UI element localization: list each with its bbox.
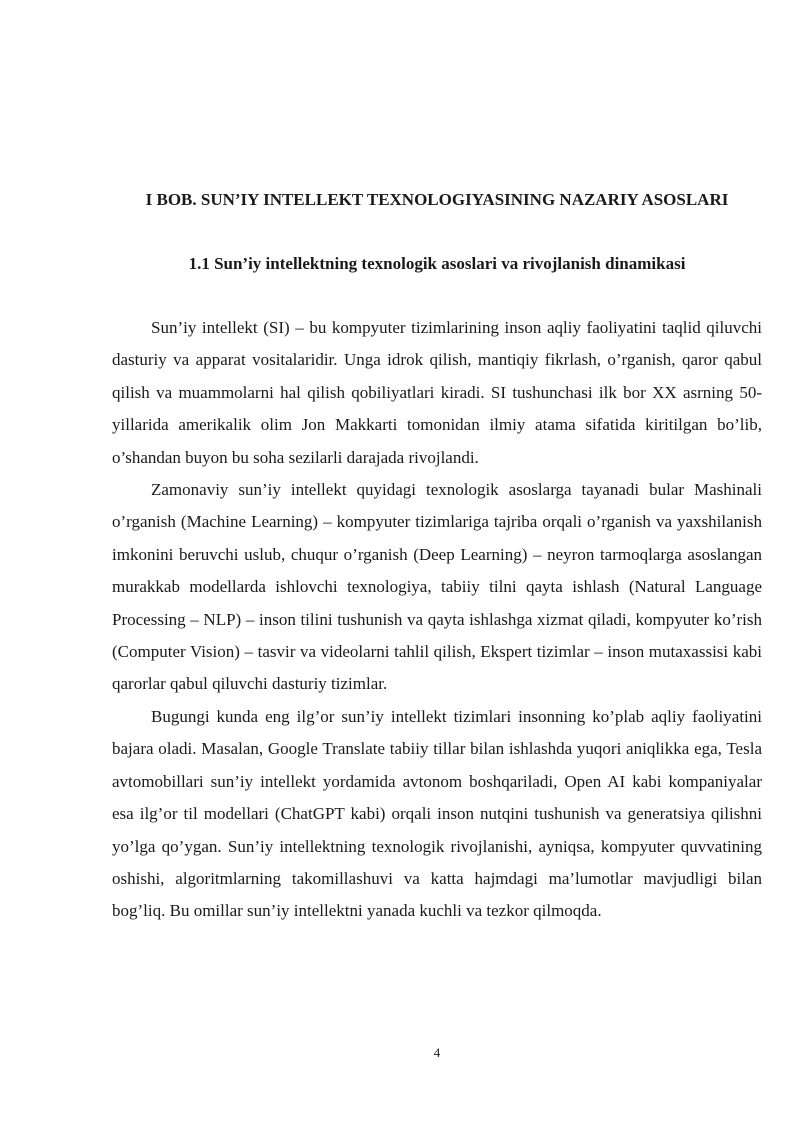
paragraph-technologies: Zamonaviy sun’iy intellekt quyidagi texnologik asoslarga tayanadi bular Mashinali o’rganish (Machine Learning) – kompyuter tizimlariga tajriba orqali o’rganish va yaxshilanish imkonini beruvchi uslub, chuqur o’rganish (Deep Learning) – neyron tarmoqlarga asoslangan murakkab modellarda ishlovchi texnologiya, tabiiy tilni qayta ishlash (Natural Language Processing – NLP) – inson tilini tushunish va qayta ishlashga xizmat qiladi, kompyuter ko’rish (Computer Vision) – tasvir va videolarni tahlil qilish, Ekspert tizimlar – inson mutaxassisi kabi qarorlar qabul qiluvchi dasturiy tizimlar. xyxy=(112,480,762,694)
section-title: 1.1 Sun’iy intellektning texnologik asoslari va rivojlanish dinamikasi xyxy=(188,254,686,273)
paragraph-definition: Sun’iy intellekt (SI) – bu kompyuter tizimlarining inson aqliy faoliyatini taqlid qiluvchi dasturiy va apparat vositalaridir. Unga idrok qilish, mantiqiy fikrlash, o’rganish, qaror qabul qilish va muammolarni hal qilish qobiliyatlari kiradi. SI tushunchasi ilk bor XX asrning 50-yillarida amerikalik olim Jon Makkarti tomonidan ilmiy atama sifatida kiritilgan bo’lib, o’shandan buyon bu soha sezilarli darajada rivojlandi. xyxy=(112,318,762,467)
paragraph-modern-systems: Bugungi kunda eng ilg’or sun’iy intellekt tizimlari insonning ko’plab aqliy faoliyatini bajara oladi. Masalan, Google Translate tabiiy tillar bilan ishlashda yuqori aniqlikka ega, Tesla avtomobillari sun’iy intellekt yordamida avtonom boshqariladi, Open AI kabi kompaniyalar esa ilg’or til modellari (ChatGPT kabi) orqali inson nutqini tushunish va generatsiya qilishni yo’lga qo’ygan. Sun’iy intellektning texnologik rivojlanishi, ayniqsa, kompyuter quvvatining oshishi, algoritmlarning takomillashuvi va katta hajmdagi ma’lumotlar mavjudligi bilan bog’liq. Bu omillar sun’iy intellektni yanada kuchli va tezkor qilmoqda. xyxy=(112,706,762,921)
document-page xyxy=(112,0,762,1131)
body-text xyxy=(112,312,762,928)
chapter-title: I BOB. SUN’IY INTELLEKT TEXNOLOGIYASINING NAZARIY ASOSLARI xyxy=(145,190,729,209)
page-number: 4 xyxy=(433,1045,441,1060)
